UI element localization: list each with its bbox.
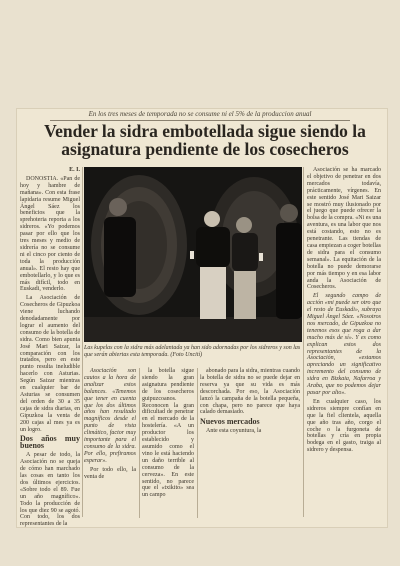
col1-paragraph-2: La Asociación de Cosecheros de Gipuzkoa viene luchando denodadamente por lograr el aumento del consumo de la botella de sidra. Como bien apunta José Mari Saizar, la comparación con los tratados, pero en este punto resulta ineludible hacerlo con Asturias. Según Saizar mientras en cualquier bar de Asturias se consumen del orden de 30 a 35 cajas de sidra diarias, en Gipuzkoa la venta de 200 cajas al mes ya es un logro. [20, 295, 80, 433]
column-1 [20, 167, 80, 528]
kicker [0, 110, 400, 121]
column-5 [307, 167, 381, 522]
col4-paragraph-2: Ante esta coyuntura, la [206, 428, 262, 435]
col5-paragraph-1: Asociación se ha marcado el objetivo de penetrar en dos mercados todavía, prácticamente, vírgenes. En este sentido José Mari Saizar se mostró muy ilusionado por el juego que puede ofrecer la bolsa de la compra. «Ni es una aventura, es una labor que nos está costando, esto no es penetrante. Las tiendas de casa empiezan a coger botellas de sidra para el consumo semanal». La equitación de la botella no puede demorarse por más tiempo y en esa labor anda la Asociación de Cosecheros. [307, 167, 381, 291]
photo-kupelas [84, 167, 302, 342]
headline-line-2: asignatura pendiente de los cosecheros [61, 139, 349, 159]
byline: E. I. [69, 167, 80, 173]
kicker-text: En los tres meses de temporada no se consume ni el 5% de la produccion anual [88, 110, 312, 118]
col2-paragraph-2: Por todo ello, la venta de [84, 466, 136, 480]
col5-paragraph-2: El segundo campo de acción «mi puede ser otro que el resto de Euskadi», subraya Miguel Ángel Sáez. «Nosotros nos mercado, de Gipuzkoa no tenemos esos que roga a dar mucho más de sí». Y es como explican estos dos representantes de la Asociación, «estamos apreciando un significativo incremento del consumo de sidra en Bizkaia, Nafarroa y Araba, que no podemos dejar pasar por alto». [307, 293, 381, 396]
headline [40, 122, 370, 158]
col1-paragraph-3: A pesar de todo, la Asociación no se queja de cómo han marchado las cosas en tanto los dos últimos ejercicios. «Sobre todo el 89. Fue un año magnífico». Todo la producción de los que diez 90 se agotó. Con todo, los dos representantes de la [20, 452, 80, 528]
column-4 [200, 368, 300, 522]
col1-paragraph-1: DONOSTIA. «Pan de hoy y hambre de mañana». Con esta frase lapidaria resume Miguel Ángel Sáez los beneficios que la sprehoteria reporta a los sidreros. «Yo podemos pasar por ello que los tres meses y medio de sidrería no se consume ni el cinco por ciento de toda la producción anual». El resto hay que embotellarlo, y lo que es más difícil, todo en Euskadi, venderlo. [20, 175, 80, 293]
col2-paragraph-1: Asociación son cautos a la hora de analizar estos balances. «Tenemos que tener en cuenta que los dos últimos años han resultado magníficos desde el punto de vista climático, factor muy importante para el consumo de la sidra. Por ello, prefiramos esperar». [84, 368, 136, 464]
col3-paragraph-1: la botella sigue siendo la gran asignatura pendiente de los cosecheros guipuzcoanos. Reconocen la gran dificultad de penetrar en el mercado de la hostelería. «A un productor los establecido y asumido como el vino le está haciendo un daño terrible al consumo de la cerveza». En este sentido, no parece que el «txikito» sea un campo [142, 368, 194, 499]
column-2 [84, 368, 136, 522]
column-rule [82, 167, 83, 517]
headline-line-1: Vender la sidra embotellada sigue siendo la [44, 121, 366, 141]
col4-subhead: Nuevos mercados [200, 417, 260, 427]
photo-caption: Las kupelas con la sidra más adelantada ya han sido adornadas por los sidreros y son las que serán abiertas esta temporada. (Foto Uncití) [84, 345, 301, 358]
photo-illustration [84, 167, 302, 342]
col1-subhead: Dos años muy buenos [20, 434, 80, 451]
column-rule [197, 368, 198, 518]
column-rule [139, 368, 140, 518]
col4-paragraph-1: abonado para la sidra, mientras cuando la botella de sidra no se puede dejar en reserva ya que su vida es más descorchada. Por eso, la Asociación lanzó la campaña de la botella pequeña, con chapa, pero no parece que haya calado demasiado. [200, 368, 300, 416]
col5-paragraph-3: En cualquier caso, los sidreros siempre confían en que la fiel clientela, aquella que año tras año, corgo el coche o la furgoneta de botellas y cría en propia bodega en el gasto, traiga al sidrero y despensa. [307, 398, 381, 454]
column-rule [303, 167, 304, 517]
column-3 [142, 368, 194, 522]
